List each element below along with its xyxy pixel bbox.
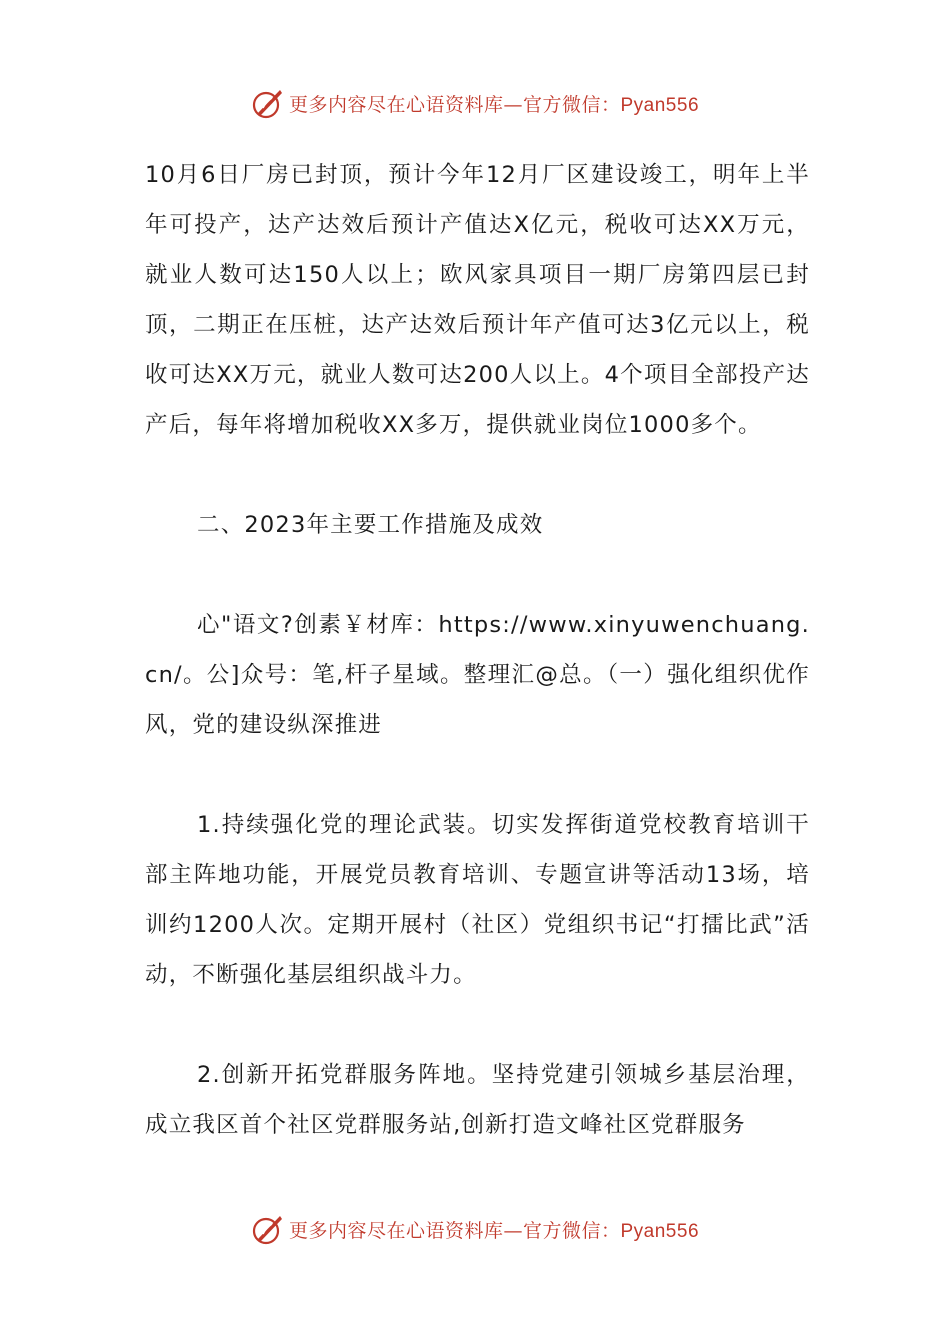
paragraph-item-2: 2.创新开拓党群服务阵地。坚持党建引领城乡基层治理，成立我区首个社区党群服务站,创新打造文峰社区党群服务: [145, 1062, 810, 1138]
header-banner: [0, 83, 950, 123]
footer-banner: [0, 1209, 950, 1249]
footer-banner-text: 更多内容尽在心语资料库—官方微信：Pyan556: [288, 1219, 700, 1242]
quill-logo-icon: [251, 86, 285, 120]
header-wechat-id: Pyan556: [620, 94, 700, 116]
footer-wechat-id: Pyan556: [620, 1220, 700, 1242]
header-banner-text: 更多内容尽在心语资料库—官方微信：Pyan556: [288, 93, 700, 116]
document-body: [145, 150, 810, 1150]
section-heading-2: 二、2023年主要工作措施及成效: [197, 512, 544, 538]
paragraph-watermark-subheading: 心"语文?创素￥材库：https://www.xinyuwenchuang.cn/。公]众号：笔,杆子星域。整理汇@总。（一）强化组织优作风，党的建设纵深推进: [145, 612, 810, 738]
quill-logo-icon: [251, 1212, 285, 1246]
paragraph-item-1: 1.持续强化党的理论武装。切实发挥街道党校教育培训干部主阵地功能，开展党员教育培训、专题宣讲等活动13场，培训约1200人次。定期开展村（社区）党组织书记“打擂比武”活动，不断强化基层组织战斗力。: [145, 812, 810, 988]
paragraph-project-progress: 10月6日厂房已封顶，预计今年12月厂区建设竣工，明年上半年可投产，达产达效后预计产值达X亿元，税收可达XX万元，就业人数可达150人以上；欧风家具项目一期厂房第四层已封顶，二期正在压桩，达产达效后预计年产值可达3亿元以上，税收可达XX万元，就业人数可达200人以上。4个项目全部投产达产后，每年将增加税收XX多万，提供就业岗位1000多个。: [145, 162, 810, 438]
